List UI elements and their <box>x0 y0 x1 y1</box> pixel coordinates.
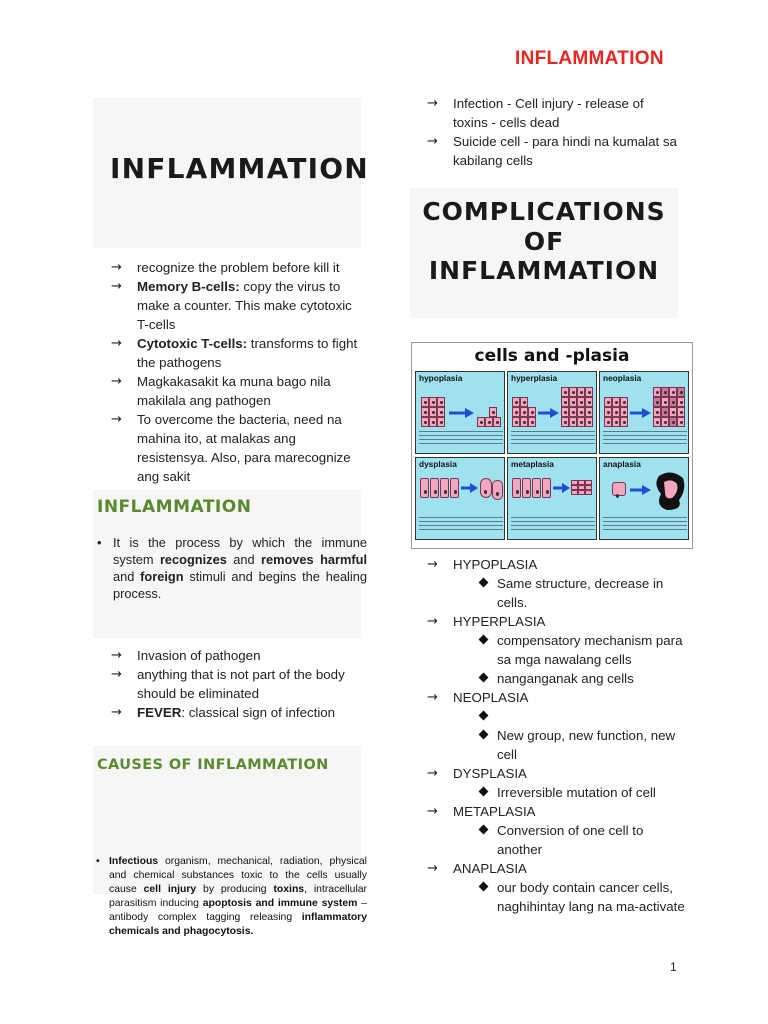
sub-item: Same structure, decrease in cells. <box>477 574 692 612</box>
diagram-title: cells and -plasia <box>474 346 630 366</box>
list-item: → NEOPLASIA <box>427 688 692 707</box>
panel-anaplasia: anaplasia <box>599 457 689 540</box>
process-notes-list <box>427 94 677 170</box>
panel-dysplasia: dysplasia <box>415 457 505 540</box>
causes-paragraph: • Infectious organism, mechanical, radiation, physical and chemical substances toxic to the cells usually cause cell injury by producing toxins, intracellular parasitism inducing apoptosis and immune system – antibody complex tagging releasing inflammatory chemicals and phagocytosis. <box>96 856 368 937</box>
list-item: → HYPOPLASIA <box>427 555 692 574</box>
list-item: → HYPERPLASIA <box>427 612 692 631</box>
panel-hyperplasia: hyperplasia <box>507 371 597 454</box>
page-number: 1 <box>670 960 677 974</box>
plasia-types-list <box>427 555 692 916</box>
list-item: → Invasion of pathogen <box>111 646 361 665</box>
arrow-icon <box>553 483 571 493</box>
section-heading: INFLAMMATION <box>97 497 252 517</box>
arrow-icon <box>461 483 479 493</box>
panel-neoplasia: neoplasia <box>599 371 689 454</box>
sub-item <box>477 707 692 726</box>
list-item: → Suicide cell - para hindi na kumalat sa kabilang cells <box>427 132 677 170</box>
immunity-notes-list <box>111 258 361 486</box>
list-item: → Magkakasakit ka muna bago nila makilala ang pathogen <box>111 372 361 410</box>
list-item: → ANAPLASIA <box>427 859 692 878</box>
list-item: → Infection - Cell injury - release of toxins - cells dead <box>427 94 677 132</box>
sub-item: our body contain cancer cells, naghihintay lang na ma-activate <box>477 878 692 916</box>
page-title: INFLAMMATION <box>515 48 664 69</box>
arrow-icon <box>449 408 475 418</box>
sub-item: compensatory mechanism para sa mga nawalang cells <box>477 631 692 669</box>
sub-item: Conversion of one cell to another <box>477 821 692 859</box>
definition-paragraph: • It is the process by which the immune system recognizes and removes harmful and foreign stimuli and begins the healing process. <box>97 535 368 601</box>
causes-heading: CAUSES OF INFLAMMATION <box>97 757 329 773</box>
list-item: → To overcome the bacteria, need na mahina ito, at malakas ang resistensya. Also, para marecognize ang sakit <box>111 410 361 486</box>
list-item: → DYSPLASIA <box>427 764 692 783</box>
inflammation-notes-list <box>111 646 361 722</box>
list-item: → recognize the problem before kill it <box>111 258 361 277</box>
list-item: → FEVER: classical sign of infection <box>111 703 361 722</box>
arrow-icon <box>630 485 652 495</box>
sub-item: nanganganak ang cells <box>477 669 692 688</box>
list-item: → METAPLASIA <box>427 802 692 821</box>
plasia-diagram <box>411 342 693 549</box>
list-item: → Memory B-cells: copy the virus to make a counter. This make cytotoxic T-cells <box>111 277 361 334</box>
complications-heading: COMPLICATIONS OF INFLAMMATION <box>422 197 666 285</box>
cancer-cell-shape <box>653 470 687 512</box>
sub-item: Irreversible mutation of cell <box>477 783 692 802</box>
panel-metaplasia: metaplasia <box>507 457 597 540</box>
arrow-icon <box>630 408 652 418</box>
list-item: → anything that is not part of the body should be eliminated <box>111 665 361 703</box>
arrow-icon <box>538 408 560 418</box>
sub-item: New group, new function, new cell <box>477 726 692 764</box>
main-heading: INFLAMMATION <box>110 152 369 185</box>
panel-hypoplasia: hypoplasia <box>415 371 505 454</box>
list-item: → Cytotoxic T-cells: transforms to fight the pathogens <box>111 334 361 372</box>
